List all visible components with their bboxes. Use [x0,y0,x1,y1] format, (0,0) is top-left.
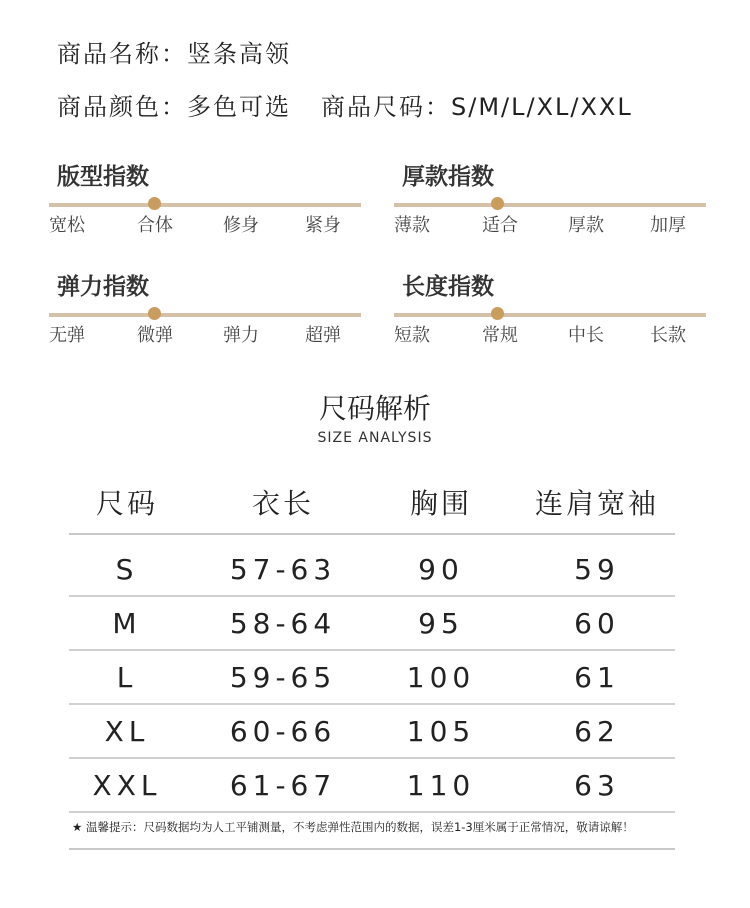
cell-shoulder-sleeve: 61 [574,660,620,694]
index-label: 长款 [650,325,686,346]
index-labels [49,321,361,345]
table-row [69,651,675,705]
index-label: 修身 [223,215,259,236]
cell-chest: 100 [406,660,476,694]
cell-chest: 105 [406,714,476,748]
index-marker [148,197,161,210]
product-color-text: 商品颜色：多色可选 [57,93,291,121]
cell-size: XL [104,714,150,748]
cell-size: S [115,552,139,586]
index-label: 弹力 [223,325,259,346]
index-label-selected: 适合 [482,215,518,236]
cell-length: 60-66 [229,714,337,748]
index-label: 无弹 [49,325,85,346]
index-marker [148,307,161,320]
product-name-line: 商品名称：竖条高领 [57,40,291,68]
cell-shoulder-sleeve: 59 [574,552,620,586]
column-header-chest: 胸围 [409,486,472,520]
index-marker [491,307,504,320]
table-row [69,759,675,813]
index-label-selected: 微弹 [137,325,173,346]
cell-length: 58-64 [229,606,337,640]
cell-chest: 110 [406,768,476,802]
index-label: 短款 [394,325,430,346]
table-row [69,543,675,597]
cell-size: XXL [92,768,162,802]
index-title: 长度指数 [402,274,494,300]
cell-chest: 95 [418,606,464,640]
index-labels [394,211,706,235]
index-title: 弹力指数 [57,274,149,300]
index-label-selected: 合体 [137,215,173,236]
index-label: 紧身 [305,215,341,236]
size-analysis-title: 尺码解析 [318,392,431,425]
index-labels [394,321,706,345]
size-analysis-subtitle: SIZE ANALYSIS [317,430,433,446]
thickness-index [394,158,706,236]
index-track [49,313,361,317]
index-title: 厚款指数 [402,164,494,190]
elasticity-index [49,268,361,346]
product-size-text: 商品尺码：S/M/L/XL/XXL [321,93,633,121]
index-labels [49,211,361,235]
index-label: 厚款 [568,215,604,236]
index-marker [491,197,504,210]
cell-shoulder-sleeve: 60 [574,606,620,640]
fit-index [49,158,361,236]
index-track [394,313,706,317]
index-label: 超弹 [305,325,341,346]
column-header-length: 衣长 [251,486,314,520]
cell-chest: 90 [418,552,464,586]
cell-length: 59-65 [229,660,337,694]
index-label: 中长 [568,325,604,346]
cell-length: 57-63 [229,552,337,586]
table-row [69,705,675,759]
size-table [69,470,675,813]
table-body [69,535,675,813]
index-title: 版型指数 [57,164,149,190]
cell-shoulder-sleeve: 63 [574,768,620,802]
index-label: 宽松 [49,215,85,236]
index-track [394,203,706,207]
cell-shoulder-sleeve: 62 [574,714,620,748]
index-label: 薄款 [394,215,430,236]
index-track [49,203,361,207]
divider [69,848,675,850]
product-color-size-line [57,87,633,122]
index-label: 加厚 [650,215,686,236]
cell-size: L [116,660,138,694]
cell-size: M [112,606,142,640]
table-header-row [69,470,675,535]
size-note: ★ 温馨提示：尺码数据均为人工平铺测量，不考虑弹性范围内的数据，误差1-3厘米属于正常情况，敬请谅解！ [72,820,634,834]
cell-length: 61-67 [229,768,337,802]
table-row [69,597,675,651]
index-label-selected: 常规 [482,325,518,346]
column-header-shoulder-sleeve: 连肩宽袖 [534,486,659,520]
length-index [394,268,706,346]
column-header-size: 尺码 [95,486,158,520]
